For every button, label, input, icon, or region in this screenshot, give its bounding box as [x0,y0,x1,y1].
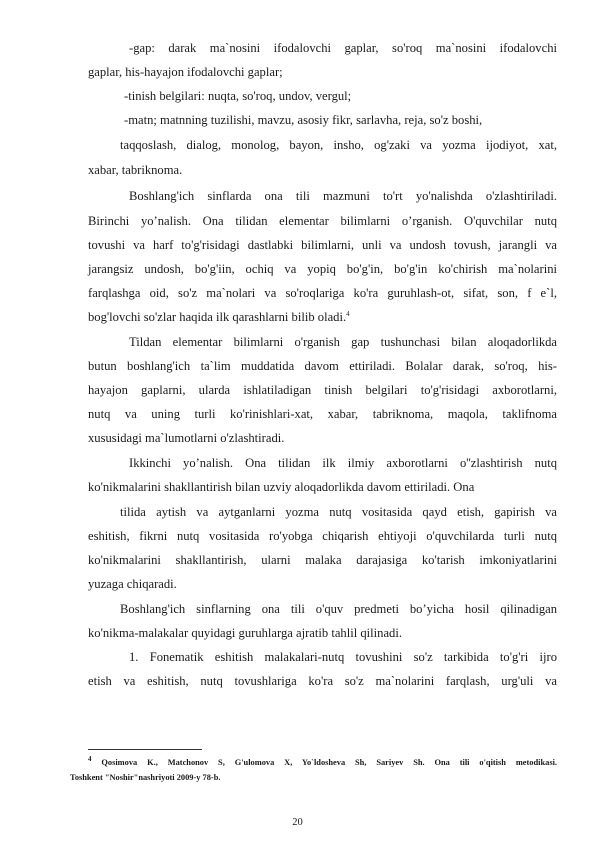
footnote-reference: 4 [346,309,350,318]
text-line: Boshlang'ich sinflarning ona tili o'quv predmeti bo’yicha hosil qilinadigan [120,602,557,616]
text-line: Birinchi yo’nalish. Ona tilidan elementar bilimlarni o’rganish. O'quvchilar nutq [88,214,557,228]
text-line: Boshlang'ich sinflarda ona tili mazmuni to'rt yo'nalishda o'zlashtiriladi. [129,189,557,203]
text-line: etish va eshitish, nutq tovushlariga ko'ra so'z ma`nolarini farqlash, urg'uli va [88,674,557,688]
footnote-continuation: Toshkent "Noshir"nashriyoti 2009-y 78-b. [70,773,221,782]
text-line-content: bog'lovchi so'zlar haqida ilk qarashlarni bilib oladi. [88,310,347,324]
text-line: butun boshlang'ich ta`lim muddatida davom ettiriladi. Bolalar darak, so'roq, his- [88,359,557,373]
text-line: xabar, tabriknoma. [88,163,183,177]
text-line: -tinish belgilari: nuqta, so'roq, undov, vergul; [124,89,352,103]
text-line [88,309,350,325]
page-number: 20 [292,817,303,828]
text-line: farqlashga oid, so'z ma`nolari va so'roqlariga ko'ra guruhlash-ot, sifat, son, f e`l, [88,286,557,300]
footnote-text: Qosimova K., Matchonov S, G'ulomova X, Yo`ldosheva Sh, Sariyev Sh. Ona tili o'qitish metodikasi. [101,758,557,767]
footnote-number: 4 [88,755,92,764]
text-line: ko'nikmalarini shakllantirish, ularni malaka darajasiga ko'tarish imkoniyatlarini [88,553,557,567]
text-line: ko'nikma-malakalar quyidagi guruhlarga ajratib tahlil qilinadi. [88,626,402,640]
text-line: 1. Fonematik eshitish malakalari-nutq tovushini so'z tarkibida to'g'ri ijro [129,650,557,664]
text-line: xususidagi ma`lumotlarni o'zlashtiradi. [88,431,285,445]
text-line: tilida aytish va aytganlarni yozma nutq vositasida qayd etish, gapirish va [120,505,557,519]
text-line: nutq va uning turli ko'rinishlari-xat, xabar, tabriknoma, maqola, taklifnoma [88,407,557,421]
text-line: -gap: darak ma`nosini ifodalovchi gaplar, so'roq ma`nosini ifodalovchi [129,41,557,55]
footnote [88,757,557,769]
text-line: taqqoslash, dialog, monolog, bayon, insho, og'zaki va yozma ijodiyot, xat, [120,138,557,152]
text-line: eshitish, fikrni nutq vositasida ro'yobga chiqarish ehtiyoji o'quvchilarda turli nutq [88,529,557,543]
text-line: yuzaga chiqaradi. [88,577,177,591]
footnote-separator [88,749,202,750]
text-line: gaplar, his-hayajon ifodalovchi gaplar; [88,65,283,79]
text-line: hayajon gaplarni, ularda ishlatiladigan tinish belgilari to'g'risidagi axborotlarni, [88,383,557,397]
text-line: Ikkinchi yo’nalish. Ona tilidan ilk ilmiy axborotlarni o''zlashtirish nutq [129,456,557,470]
text-line: Tildan elementar bilimlarni o'rganish gap tushunchasi bilan aloqadorlikda [129,335,557,349]
text-line: ko'nikmalarini shakllantirish bilan uzviy aloqadorlikda davom ettiriladi. Ona [88,480,475,494]
text-line: jarangsiz undosh, bo'g'iin, ochiq va yopiq bo'g'in, bo'g'in ko'chirish ma`nolarini [88,262,557,276]
text-line: tovushi va harf to'g'risidagi dastlabki bilimlarni, unli va undosh tovush, jarangli va [88,238,557,252]
text-line: -matn; matnning tuzilishi, mavzu, asosiy fikr, sarlavha, reja, so'z boshi, [124,113,483,127]
